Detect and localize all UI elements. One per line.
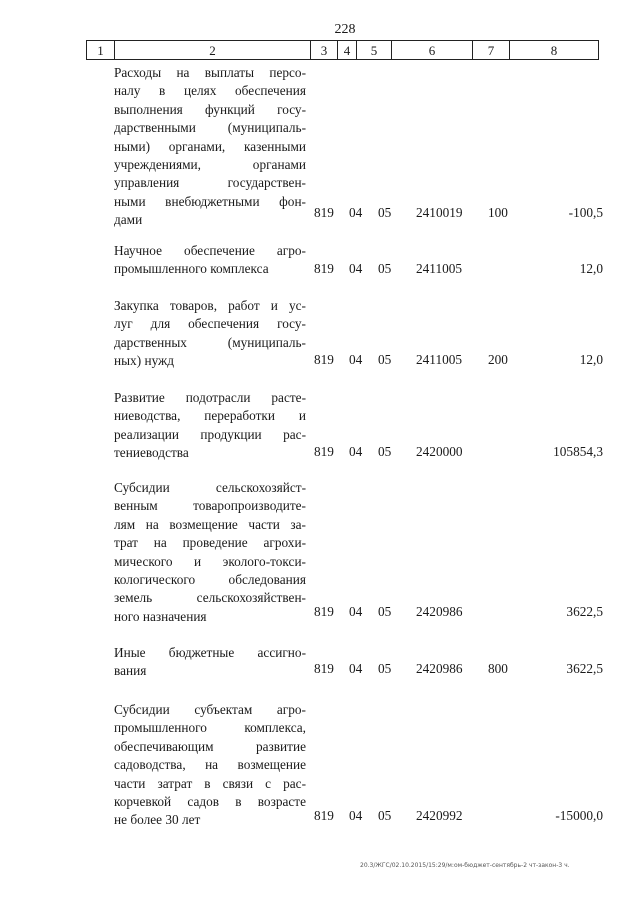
cell-expense-type: 800	[488, 661, 508, 676]
header-col-6: 6	[391, 40, 472, 60]
page-number: 228	[334, 22, 356, 37]
cell-target: 2420986	[416, 661, 463, 676]
cell-section: 04	[349, 808, 363, 823]
cell-amount: 12,0	[579, 261, 603, 276]
cell-target: 2411005	[416, 352, 463, 367]
cell-amount: 3622,5	[566, 661, 603, 676]
cell-subsection: 05	[378, 808, 392, 823]
cell-target: 2420000	[416, 444, 463, 459]
cell-ministry: 819	[314, 352, 334, 367]
cell-expense-type: 100	[488, 205, 508, 220]
cell-subsection: 05	[378, 444, 392, 459]
cell-amount: 105854,3	[553, 444, 603, 459]
cell-ministry: 819	[314, 808, 334, 823]
cell-section: 04	[349, 604, 363, 619]
row-description: Субсидии сельскохозяйст- венным товаропроизводите- лям на возмещение части за- трат на проведение агрохи- мического и эколого-токси- кологического обследования земель сельскохозяйствен- ного назначения	[114, 480, 306, 624]
row-description: Развитие подотрасли расте- ниеводства, переработки и реализации продукции рас- тениеводства	[114, 390, 306, 461]
row-description: Научное обеспечение агро- промышленного комплекса	[114, 243, 306, 277]
cell-ministry: 819	[314, 604, 334, 619]
header-col-1: 1	[86, 40, 114, 60]
cell-ministry: 819	[314, 661, 334, 676]
cell-section: 04	[349, 352, 363, 367]
cell-expense-type: 200	[488, 352, 508, 367]
header-col-2: 2	[114, 40, 310, 60]
header-col-8: 8	[509, 40, 599, 60]
row-description: Субсидии субъектам агро- промышленного комплекса, обеспечивающим развитие садоводства, на возмещение части затрат в связи с рас- корчевкой садов в возрасте не более 30 лет	[114, 702, 306, 828]
header-col-5: 5	[356, 40, 391, 60]
cell-section: 04	[349, 444, 363, 459]
cell-target: 2420992	[416, 808, 463, 823]
cell-section: 04	[349, 661, 363, 676]
cell-target: 2411005	[416, 261, 463, 276]
row-description: Закупка товаров, работ и ус- луг для обеспечения госу- дарственных (муниципаль- ных) нужд	[114, 298, 306, 369]
cell-amount: -15000,0	[555, 808, 603, 823]
cell-amount: 3622,5	[566, 604, 603, 619]
cell-ministry: 819	[314, 444, 334, 459]
cell-target: 2420986	[416, 604, 463, 619]
cell-ministry: 819	[314, 205, 334, 220]
cell-subsection: 05	[378, 352, 392, 367]
cell-subsection: 05	[378, 604, 392, 619]
cell-subsection: 05	[378, 261, 392, 276]
cell-section: 04	[349, 205, 363, 220]
cell-section: 04	[349, 261, 363, 276]
cell-amount: -100,5	[568, 205, 603, 220]
cell-target: 2410019	[416, 205, 463, 220]
header-col-4: 4	[337, 40, 356, 60]
cell-ministry: 819	[314, 261, 334, 276]
cell-subsection: 05	[378, 661, 392, 676]
row-description: Расходы на выплаты персо- налу в целях обеспечения выполнения функций госу- дарственными (муниципаль- ными) органами, казенными учреждениями, органами управления государствен- ными внебюджетными фон- дами	[114, 65, 306, 228]
cell-amount: 12,0	[579, 352, 603, 367]
cell-subsection: 05	[378, 205, 392, 220]
footer-file-stamp: 20.3/ЖГС/02.10.2015/15:29/м:ом-бюджет-сентябрь-2 чт-закон-3 ч.	[360, 862, 570, 869]
table-header	[86, 40, 599, 60]
header-col-3: 3	[310, 40, 337, 60]
header-col-7: 7	[472, 40, 509, 60]
row-description: Иные бюджетные ассигно- вания	[114, 645, 306, 679]
